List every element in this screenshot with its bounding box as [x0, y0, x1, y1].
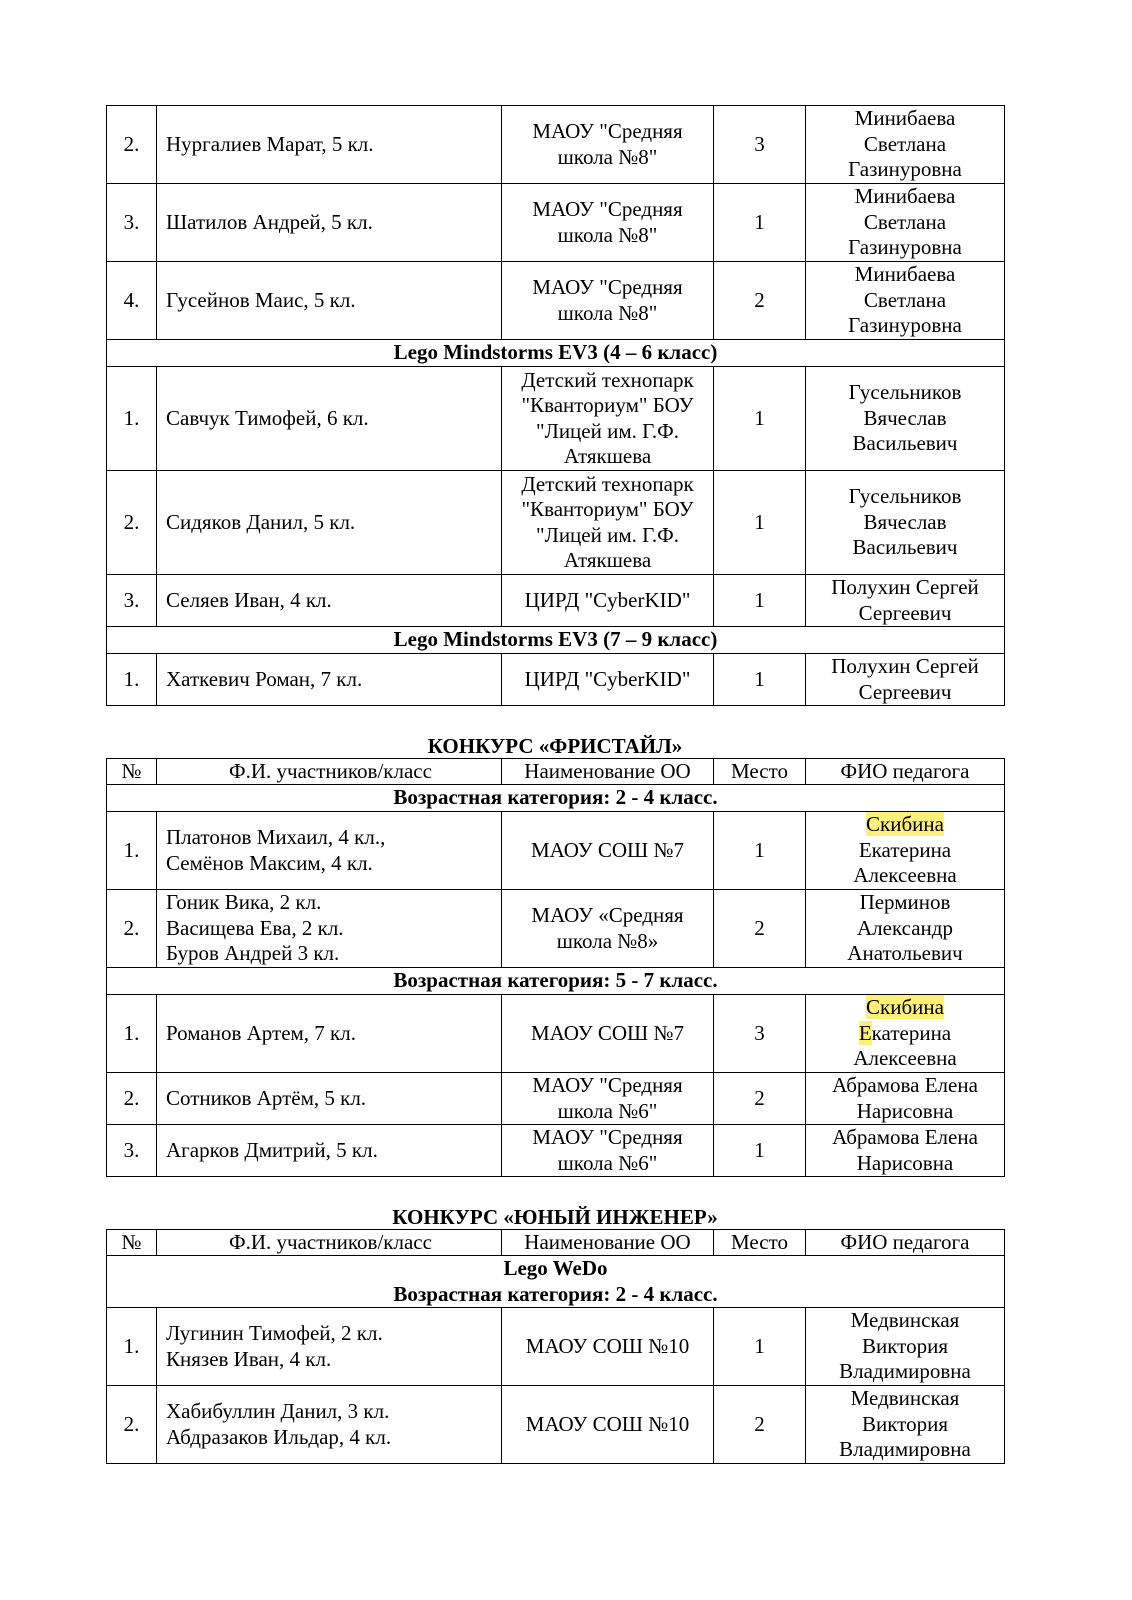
- section-line-2: Возрастная категория: 2 - 4 класс.: [393, 1281, 718, 1306]
- teacher: Минибаева Светлана Газинуровна: [806, 106, 1005, 184]
- table-row: [107, 106, 1005, 184]
- organization: Детский технопарк "Кванториум" БОУ "Лицей им. Г.Ф. Атякшева: [502, 471, 714, 575]
- organization: МАОУ "Средняя школа №8": [502, 106, 714, 184]
- teacher: Гусельников Вячеслав Васильевич: [806, 367, 1005, 471]
- place: 1: [714, 471, 806, 575]
- teacher: [806, 995, 1005, 1073]
- organization: МАОУ СОШ №7: [502, 995, 714, 1073]
- participant-names: Лугинин Тимофей, 2 кл. Князев Иван, 4 кл.: [157, 1308, 502, 1386]
- place: 1: [714, 812, 806, 890]
- organization: МАОУ "Средняя школа №8": [502, 262, 714, 340]
- participant-names: Хаткевич Роман, 7 кл.: [157, 654, 502, 706]
- teacher: Минибаева Светлана Газинуровна: [806, 262, 1005, 340]
- place: 1: [714, 654, 806, 706]
- header-teacher: ФИО педагога: [806, 1230, 1005, 1256]
- section-title: Lego Mindstorms EV3 (4 – 6 класс): [107, 340, 1005, 367]
- highlighted-text: Скибина: [866, 995, 944, 1020]
- section-title: Lego Mindstorms EV3 (7 – 9 класс): [107, 627, 1005, 654]
- results-table-young-engineer: [106, 1229, 1005, 1464]
- table-row: [107, 1386, 1005, 1464]
- header-teacher: ФИО педагога: [806, 759, 1005, 785]
- organization: Детский технопарк "Кванториум" БОУ "Лицей им. Г.Ф. Атякшева: [502, 367, 714, 471]
- table-row: [107, 995, 1005, 1073]
- participant-names: Романов Артем, 7 кл.: [157, 995, 502, 1073]
- table-row: [107, 890, 1005, 968]
- header-num: №: [107, 759, 157, 785]
- participant-names: Шатилов Андрей, 5 кл.: [157, 184, 502, 262]
- place: 2: [714, 1073, 806, 1125]
- section-title: Возрастная категория: 5 - 7 класс.: [107, 968, 1005, 995]
- teacher: Медвинская Виктория Владимировна: [806, 1308, 1005, 1386]
- section-row: [107, 627, 1005, 654]
- teacher: Перминов Александр Анатольевич: [806, 890, 1005, 968]
- row-number: 1.: [107, 812, 157, 890]
- participant-names: Селяев Иван, 4 кл.: [157, 575, 502, 627]
- organization: ЦИРД "CyberKID": [502, 575, 714, 627]
- row-number: 2.: [107, 1386, 157, 1464]
- table-header-row: [107, 759, 1005, 785]
- results-table-1: [106, 105, 1005, 706]
- row-number: 1.: [107, 1308, 157, 1386]
- contest-title-young-engineer: КОНКУРС «ЮНЫЙ ИНЖЕНЕР»: [392, 1205, 718, 1229]
- place: 1: [714, 575, 806, 627]
- row-number: 3.: [107, 1125, 157, 1177]
- organization: МАОУ СОШ №10: [502, 1386, 714, 1464]
- section-title: Возрастная категория: 2 - 4 класс.: [107, 785, 1005, 812]
- teacher: Абрамова Елена Нарисовна: [806, 1125, 1005, 1177]
- row-number: 2.: [107, 471, 157, 575]
- row-number: 2.: [107, 1073, 157, 1125]
- organization: МАОУ СОШ №7: [502, 812, 714, 890]
- place: 2: [714, 262, 806, 340]
- row-number: 2.: [107, 890, 157, 968]
- row-number: 1.: [107, 995, 157, 1073]
- section-row: [107, 340, 1005, 367]
- row-number: 3.: [107, 184, 157, 262]
- organization: МАОУ "Средняя школа №6": [502, 1125, 714, 1177]
- teacher-rest: катерина Алексеевна: [853, 1020, 957, 1071]
- results-table-freestyle: [106, 758, 1005, 1177]
- section-line-1: Lego WeDo: [503, 1256, 608, 1280]
- participant-names: Нургалиев Марат, 5 кл.: [157, 106, 502, 184]
- organization: ЦИРД "CyberKID": [502, 654, 714, 706]
- table-row: [107, 812, 1005, 890]
- row-number: 2.: [107, 106, 157, 184]
- header-name: Ф.И. участников/класс: [157, 759, 502, 785]
- table-row: [107, 1125, 1005, 1177]
- table-row: [107, 1308, 1005, 1386]
- place: 3: [714, 995, 806, 1073]
- teacher: Медвинская Виктория Владимировна: [806, 1386, 1005, 1464]
- participant-names: Платонов Михаил, 4 кл., Семёнов Максим, 4 кл.: [157, 812, 502, 890]
- table-row: [107, 471, 1005, 575]
- organization: МАОУ «Средняя школа №8»: [502, 890, 714, 968]
- place: 1: [714, 1308, 806, 1386]
- highlighted-text: Скибина: [866, 812, 944, 837]
- teacher: Минибаева Светлана Газинуровна: [806, 184, 1005, 262]
- section-row: [107, 785, 1005, 812]
- organization: МАОУ "Средняя школа №8": [502, 184, 714, 262]
- participant-names: Сидяков Данил, 5 кл.: [157, 471, 502, 575]
- place: 3: [714, 106, 806, 184]
- teacher: Абрамова Елена Нарисовна: [806, 1073, 1005, 1125]
- section-row: [107, 1256, 1005, 1308]
- section-title: [107, 1256, 1005, 1308]
- row-number: 1.: [107, 367, 157, 471]
- teacher: Полухин Сергей Сергеевич: [806, 575, 1005, 627]
- header-place: Место: [714, 759, 806, 785]
- organization: МАОУ СОШ №10: [502, 1308, 714, 1386]
- teacher: Полухин Сергей Сергеевич: [806, 654, 1005, 706]
- table-row: [107, 367, 1005, 471]
- section-row: [107, 968, 1005, 995]
- participant-names: Гусейнов Маис, 5 кл.: [157, 262, 502, 340]
- header-place: Место: [714, 1230, 806, 1256]
- header-org: Наименование ОО: [502, 1230, 714, 1256]
- row-number: 4.: [107, 262, 157, 340]
- participant-names: Агарков Дмитрий, 5 кл.: [157, 1125, 502, 1177]
- place: 1: [714, 1125, 806, 1177]
- participant-names: Сотников Артём, 5 кл.: [157, 1073, 502, 1125]
- teacher-rest: Екатерина Алексеевна: [853, 837, 957, 888]
- table-row: [107, 262, 1005, 340]
- table-row: [107, 654, 1005, 706]
- teacher: Гусельников Вячеслав Васильевич: [806, 471, 1005, 575]
- place: 2: [714, 890, 806, 968]
- participant-names: Савчук Тимофей, 6 кл.: [157, 367, 502, 471]
- header-name: Ф.И. участников/класс: [157, 1230, 502, 1256]
- row-number: 1.: [107, 654, 157, 706]
- table-row: [107, 575, 1005, 627]
- participant-names: Хабибуллин Данил, 3 кл. Абдразаков Ильдар, 4 кл.: [157, 1386, 502, 1464]
- header-num: №: [107, 1230, 157, 1256]
- contest-title-freestyle: КОНКУРС «ФРИСТАЙЛ»: [427, 734, 683, 758]
- teacher: [806, 812, 1005, 890]
- organization: МАОУ "Средняя школа №6": [502, 1073, 714, 1125]
- place: 1: [714, 184, 806, 262]
- place: 1: [714, 367, 806, 471]
- participant-names: Гоник Вика, 2 кл. Васищева Ева, 2 кл. Буров Андрей 3 кл.: [157, 890, 502, 968]
- highlighted-text: Е: [858, 1020, 872, 1045]
- table-row: [107, 1073, 1005, 1125]
- header-org: Наименование ОО: [502, 759, 714, 785]
- table-header-row: [107, 1230, 1005, 1256]
- place: 2: [714, 1386, 806, 1464]
- row-number: 3.: [107, 575, 157, 627]
- table-row: [107, 184, 1005, 262]
